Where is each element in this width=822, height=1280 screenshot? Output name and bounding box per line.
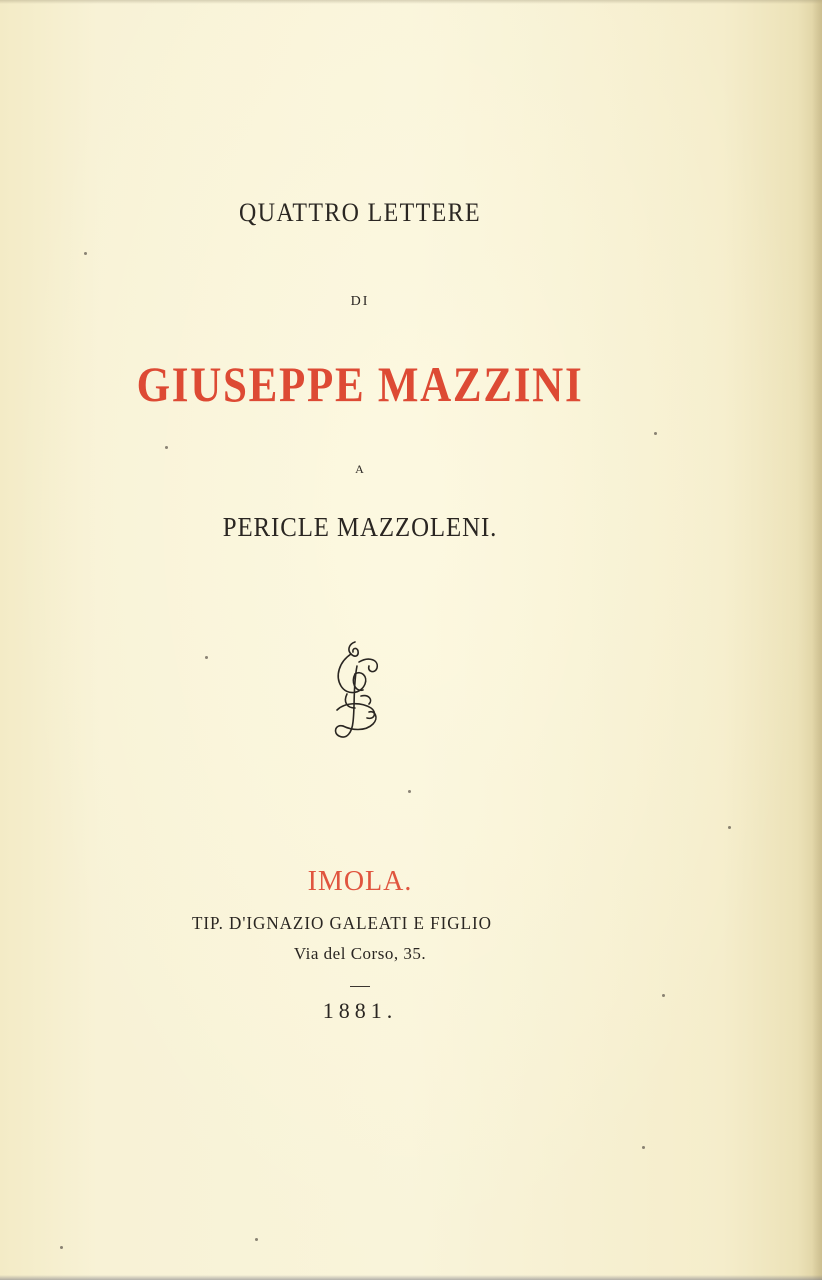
page-right-edge — [812, 0, 822, 1280]
recipient-name: PERICLE MAZZOLENI. — [222, 512, 498, 542]
paper-speck — [255, 1238, 258, 1241]
preposition-a: A — [355, 462, 365, 476]
paper-speck — [408, 790, 411, 793]
page-bottom-edge — [0, 1275, 822, 1280]
imprint-printer: TIP. D'IGNAZIO GALEATI E FIGLIO — [192, 913, 492, 933]
imprint-year: 1881. — [322, 998, 398, 1023]
paper-speck — [728, 826, 731, 829]
paper-speck — [60, 1246, 63, 1249]
imprint-divider — [350, 986, 370, 987]
page-top-edge — [0, 0, 822, 4]
paper-speck — [662, 994, 665, 997]
paper-speck — [165, 446, 168, 449]
paper-speck — [84, 252, 87, 255]
imprint-city: IMOLA. — [307, 866, 413, 897]
paper-speck — [205, 656, 208, 659]
imprint-address: Via del Corso, 35. — [293, 944, 427, 963]
book-subtitle: QUATTRO LETTERE — [239, 198, 481, 227]
preposition-di: DI — [350, 294, 370, 309]
printer-monogram-icon — [325, 636, 385, 748]
paper-speck — [642, 1146, 645, 1149]
paper-speck — [654, 432, 657, 435]
author-name: GIUSEPPE MAZZINI — [136, 356, 584, 412]
